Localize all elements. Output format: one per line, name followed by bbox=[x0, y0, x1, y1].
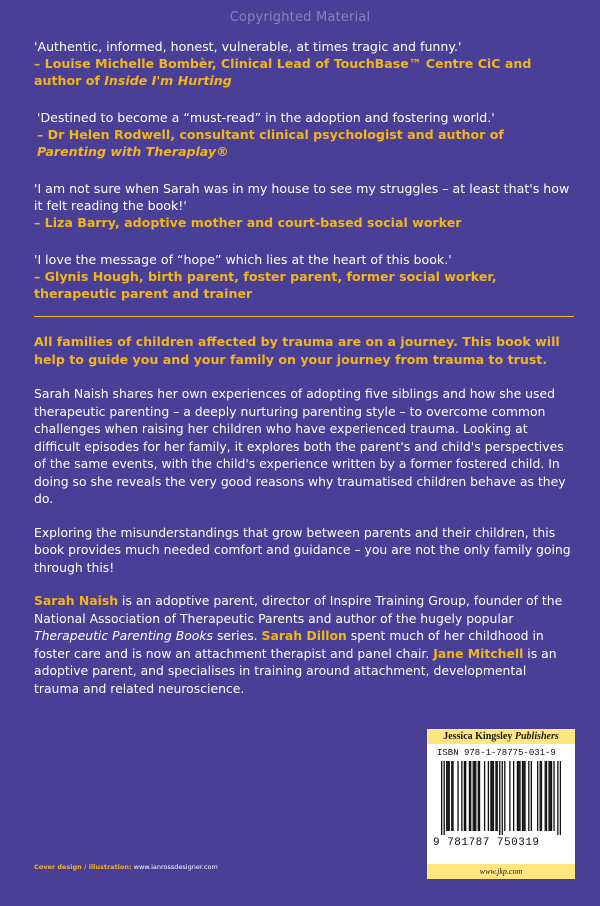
author-bio: Sarah Naish is an adoptive parent, director of Inspire Training Group, founder of the National Association of Therapeutic Parents and author of the hugely popular Therapeutic Parenting Books series. Sarah Dillon spent much of her childhood in foster care and is now an attachment therapist and panel chair. Jane Mitchell is an adoptive parent, and specialises in training around attachment, developmental trauma and related neuroscience. bbox=[34, 593, 563, 696]
barcode-bar bbox=[502, 761, 503, 835]
section-divider bbox=[34, 316, 574, 317]
barcode-block bbox=[427, 729, 575, 879]
barcode-bar bbox=[470, 761, 471, 831]
barcode-bar bbox=[560, 761, 561, 835]
barcode-bar bbox=[551, 761, 552, 831]
barcode-bar bbox=[474, 761, 475, 831]
quote-1 bbox=[34, 38, 574, 89]
barcode-bar bbox=[465, 761, 466, 831]
barcode-bar bbox=[513, 761, 514, 831]
author-name-jane-mitchell: Jane Mitchell bbox=[433, 645, 524, 661]
barcode-bar bbox=[479, 761, 480, 831]
cover-design-credit: Cover design / illustration: www.ianrossdesigner.com bbox=[34, 863, 218, 871]
barcode-bar bbox=[469, 761, 470, 831]
barcode-bar bbox=[522, 761, 523, 831]
barcode-bar bbox=[446, 761, 447, 831]
barcode-box bbox=[427, 744, 575, 864]
lead-blurb: All families of children affected by trauma are on a journey. This book will help to guide you and your family on your journey from trauma to trust. bbox=[34, 334, 560, 367]
barcode-bar bbox=[492, 761, 493, 831]
author-name-sarah-naish: Sarah Naish bbox=[34, 593, 119, 608]
barcode-bar bbox=[473, 761, 474, 831]
back-cover-content bbox=[34, 38, 574, 697]
copyright-watermark: Copyrighted Material bbox=[229, 10, 371, 25]
barcode-bar bbox=[449, 761, 450, 831]
description-paragraph-1: Sarah Naish shares her own experiences of adopting five siblings and how she used therapeutic parenting – a deeply nurturing parenting style – to overcome common challenges when raising her children who have experienced trauma. Looking at difficult episodes for her family, it explores both the parent's and child's perspectives of the same events, with the child's experience written by a former fostered child. In doing so she reveals the very good reasons why traumatised children behave as they do. bbox=[34, 386, 566, 506]
barcode-bar bbox=[528, 761, 529, 831]
barcode-bar bbox=[553, 761, 554, 831]
barcode-bar bbox=[509, 761, 510, 831]
barcode-bar bbox=[444, 761, 445, 835]
barcode-bar bbox=[499, 761, 500, 835]
publisher-url: www.jkp.com bbox=[427, 864, 575, 879]
quote-4 bbox=[34, 251, 574, 302]
quote-2-work: Parenting with Theraplay® bbox=[37, 144, 229, 159]
barcode-bar bbox=[461, 761, 462, 831]
quote-3-attribution: – Liza Barry, adoptive mother and court-based social worker bbox=[34, 215, 462, 230]
barcode-bar bbox=[464, 761, 465, 831]
barcode-bar bbox=[545, 761, 546, 831]
barcode-bar bbox=[488, 761, 489, 831]
isbn-digits: 9 781787 750319 bbox=[433, 837, 540, 849]
barcode-bar bbox=[550, 761, 551, 831]
publisher-name: Jessica Kingsley Publishers bbox=[427, 729, 575, 744]
quote-1-text: 'Authentic, informed, honest, vulnerable, at times tragic and funny.' bbox=[34, 39, 462, 54]
barcode-bar bbox=[548, 761, 549, 831]
series-title: Therapeutic Parenting Books bbox=[34, 628, 214, 643]
quote-2 bbox=[34, 109, 574, 160]
quote-2-attribution: – Dr Helen Rodwell, consultant clinical psychologist and author of Parenting with Theraplay® bbox=[37, 127, 504, 159]
barcode-bar bbox=[493, 761, 494, 831]
barcode-bar bbox=[537, 761, 538, 831]
barcode-bar bbox=[546, 761, 547, 831]
barcode-bar bbox=[495, 761, 496, 831]
barcode-bar bbox=[490, 761, 491, 831]
barcode-bar bbox=[541, 761, 542, 831]
barcode-bar bbox=[524, 761, 525, 831]
barcode-bar bbox=[557, 761, 558, 835]
quote-2-text: 'Destined to become a “must-read” in the adoption and fostering world.' bbox=[37, 110, 495, 125]
quote-4-attribution: – Glynis Hough, birth parent, foster parent, former social worker, therapeutic parent and trainer bbox=[34, 269, 497, 301]
author-name-sarah-dillon: Sarah Dillon bbox=[261, 628, 347, 643]
barcode-bar bbox=[504, 761, 505, 831]
quote-1-work: Inside I'm Hurting bbox=[104, 73, 232, 88]
barcode-bar bbox=[484, 761, 485, 831]
quote-1-attribution: – Louise Michelle Bombèr, Clinical Lead of TouchBase™ Centre CiC and author of Inside I'm Hurting bbox=[34, 56, 532, 88]
barcode-bar bbox=[478, 761, 479, 831]
isbn-label: ISBN 978-1-78775-031-9 bbox=[437, 748, 556, 758]
barcode-bar bbox=[475, 761, 476, 831]
barcode-bar bbox=[457, 761, 458, 831]
barcode-bar bbox=[447, 761, 448, 831]
barcode-bar bbox=[452, 761, 453, 831]
barcode-bar bbox=[523, 761, 524, 831]
barcode-image bbox=[441, 761, 561, 835]
barcode-bar bbox=[518, 761, 519, 831]
description-paragraph-2: Exploring the misunderstandings that grow between parents and their children, this book provides much needed comfort and guidance – you are not the only family going through this! bbox=[34, 524, 571, 575]
quote-4-text: 'I love the message of “hope” which lies at the heart of this book.' bbox=[34, 252, 452, 267]
quote-3-text: 'I am not sure when Sarah was in my house to see my struggles – at least that's how it felt reading the book!' bbox=[34, 181, 570, 213]
barcode-bar bbox=[497, 761, 498, 831]
barcode-bar bbox=[517, 761, 518, 831]
barcode-bar bbox=[531, 761, 532, 831]
quote-3 bbox=[34, 180, 574, 231]
barcode-bar bbox=[519, 761, 520, 831]
barcode-bar bbox=[540, 761, 541, 831]
barcode-bar bbox=[441, 761, 442, 835]
barcode-bar bbox=[451, 761, 452, 831]
